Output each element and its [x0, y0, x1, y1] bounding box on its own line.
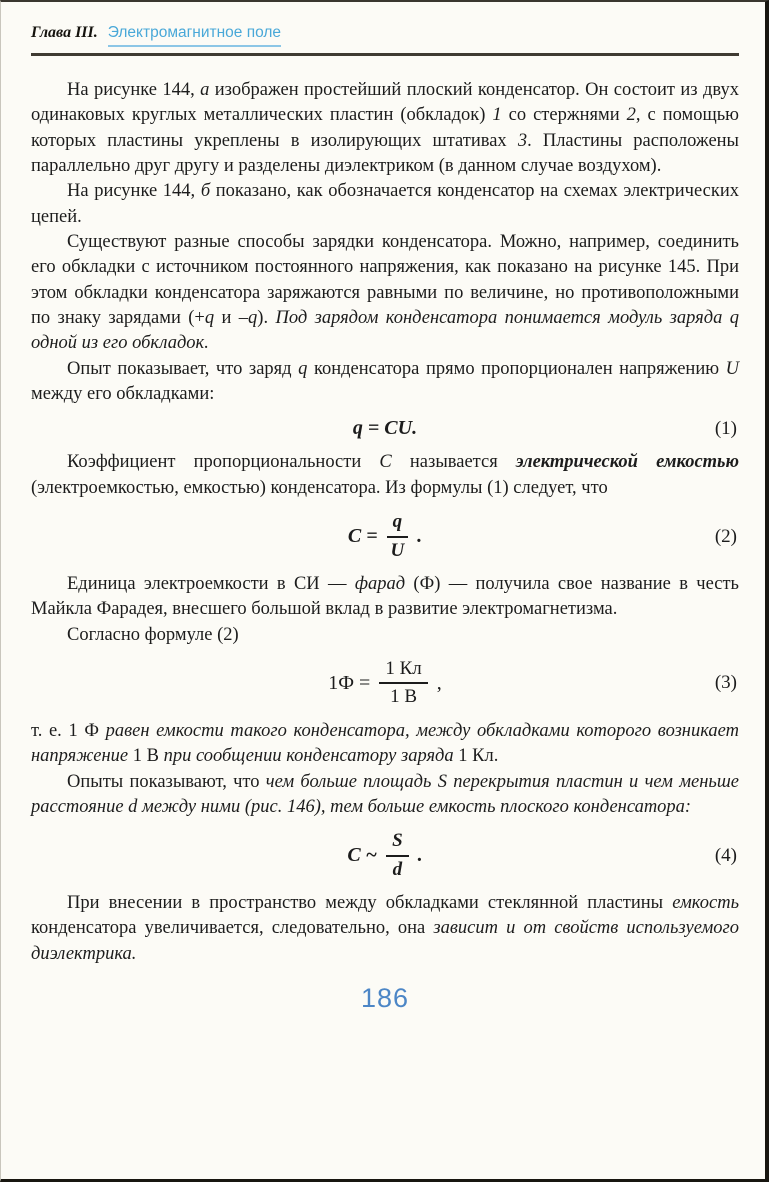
- paragraph-10: При внесении в пространство между обкладками стеклянной пластины емкость конденсатора увеличивается, следовательно, она зависит и от свойств используемого диэлектрика.: [31, 893, 739, 964]
- fraction-denominator: U: [390, 539, 405, 561]
- formula-3: [31, 658, 739, 709]
- formula-expression: [347, 830, 422, 881]
- chapter-title: Электромагнитное поле: [108, 24, 281, 47]
- formula-body: q = CU.: [352, 417, 418, 440]
- paragraph-6: Единица электроемкости в СИ — фарад (Ф) — получила свое название в честь Майкла Фарадея, внесшего большой вклад в развитие электромагнетизма.: [31, 573, 739, 620]
- page-body: [31, 78, 739, 967]
- formula-number: (3): [714, 672, 737, 694]
- formula-tail: .: [417, 525, 423, 548]
- formula-number: (1): [714, 417, 737, 439]
- formula-number: (2): [714, 525, 737, 547]
- formula-lhs: C =: [347, 525, 378, 548]
- page-footer: [31, 983, 739, 1014]
- paragraph-3: Существуют разные способы зарядки конденсатора. Можно, например, соединить его обкладки с источником постоянного напряжения, как показано на рисунке 145. При этом обкладки конденсатора заряжаются равными по величине, но противоположными по знаку зарядами (+q и –q). Под зарядом конденсатора понимается модуль заряда q одной из его обкладок.: [31, 232, 739, 354]
- formula-1: [31, 417, 739, 440]
- formula-expression: [353, 417, 417, 440]
- fraction: [379, 658, 427, 709]
- paragraph-7: Согласно формуле (2): [67, 624, 239, 645]
- fraction-numerator: q: [387, 511, 409, 537]
- fraction-numerator: S: [386, 830, 409, 856]
- page-number: 186: [360, 983, 410, 1014]
- paragraph-8: т. е. 1 Ф равен емкости такого конденсатора, между обкладками которого возникает напряжение 1 В при сообщении конденсатору заряда 1 Кл.: [31, 720, 739, 767]
- fraction: [387, 511, 409, 562]
- formula-tail: .: [417, 844, 423, 867]
- fraction: [386, 830, 409, 881]
- paragraph-4: Опыт показывает, что заряд q конденсатора прямо пропорционален напряжению U между его обкладками:: [31, 358, 739, 405]
- fraction-denominator: 1 В: [390, 686, 418, 708]
- formula-2: [31, 511, 739, 562]
- formula-expression: [328, 658, 442, 709]
- formula-4: [31, 830, 739, 881]
- paragraph-5: Коэффициент пропорциональности C называется электрической емкостью (электроемкостью, емкостью) конденсатора. Из формулы (1) следует, что: [31, 452, 740, 498]
- fraction-numerator: 1 Кл: [379, 658, 427, 684]
- running-header: [31, 24, 739, 56]
- formula-tail: ,: [436, 671, 442, 694]
- chapter-label: Глава III.: [31, 24, 98, 41]
- formula-lhs: C ~: [347, 844, 378, 867]
- formula-lhs: 1Ф =: [328, 671, 371, 694]
- fraction-denominator: d: [392, 858, 403, 880]
- paragraph-1: На рисунке 144, а изображен простейший плоский конденсатор. Он состоит из двух одинаковых круглых металлических пластин (обкладок) 1 со стержнями 2, с помощью которых пластины укреплены в изолирующих штативах 3. Пластины расположены параллельно друг другу и разделены диэлектриком (в данном случае воздухом).: [31, 80, 739, 177]
- paragraph-2: На рисунке 144, б показано, как обозначается конденсатор на схемах электрических цепей.: [31, 181, 739, 227]
- formula-number: (4): [714, 844, 737, 866]
- formula-expression: [348, 511, 422, 562]
- paragraph-9: Опыты показывают, что чем больше площадь S перекрытия пластин и чем меньше расстояние d между ними (рис. 146), тем больше емкость плоского конденсатора:: [31, 771, 739, 817]
